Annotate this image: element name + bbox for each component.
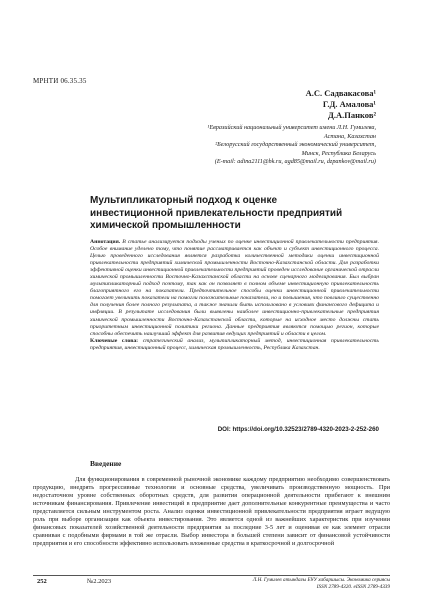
- author-list: [306, 88, 376, 121]
- affiliation-line: ²Белорусский государственный экономический университет,: [215, 141, 376, 149]
- affiliation-line: Минск, Республика Беларусь: [301, 149, 376, 157]
- issue-number: №2.2023: [87, 578, 112, 585]
- author-name: А.С. Садвакасова¹: [305, 88, 376, 98]
- doi-link[interactable]: DOI: https://doi.org/10.32523/2789-4320-2023-2-252-260: [217, 426, 379, 433]
- author-name: Г.Д. Амалова¹: [322, 99, 376, 109]
- abstract-block: [90, 239, 379, 352]
- section-heading-introduction: Введение: [90, 459, 122, 468]
- keywords-text: стратегический анализ, мультипликаторный метод, инвестиционная привлекательность предприятия, инвестиционный процесс, химическая промышленность, Республика Казахстан.: [90, 338, 379, 352]
- abstract-label: Аннотация.: [90, 239, 121, 245]
- affiliation-line: Астана, Казахстан: [323, 132, 376, 140]
- journal-info: [215, 577, 390, 590]
- page-number: 252: [37, 578, 47, 585]
- affiliation-line: ¹Евразийский национальный университет имени Л.Н. Гумилева,: [207, 124, 376, 131]
- journal-issn: ISSN 2789-4320. eISSN 2789-4339: [316, 583, 390, 590]
- footer-divider: [33, 575, 390, 576]
- article-title: Мультипликаторный подход к оценке инвестиционной привлекательности предприятий химической промышленности: [90, 195, 343, 231]
- abstract-text: В статье анализируется подходы ученых по оценке инвестиционной привлекательности предприятия. Особое внимание уделено тому, что понятие рассматривается как объект и субъект инвестиционного процесса. Целью проведенного исследования является разработка количественной методики оценки инвестиционной привлекательности предприятий химической промышленности Восточно-Казахстанской области. Для разработки эффективной оценки инвестиционной привлекательности предприятий проведен исследование органической отрасли химической промышленности Восточно-Казахстанской области на основе сценарного моделирования. Был выбран мультипликаторный подход поэтому, так как он позволяет в полном объеме инвестиционную привлекательность благоприятного его на показатели. Предпочтительное способы оценки инвестиционной привлекательности помогает увеличить показатели на помогли положительные показатели, но и повышения, что повлияло существенно для получения более полного результата, а также значили быть использовано в условиях финансового дефицита и инфляции. В результате исследования были выявлены наиболее инвестиционно-привлекательные предприятия химической промышленности Восточно-Казахстанской области, которые на исходное место должны стать приоритетным инвестиционной политики региона. Данные предприятия являются помощью регион, которые способны обеспечить наилучший эффект для развития ведущих предприятий и области в целом.: [90, 239, 379, 337]
- author-name: Д.А.Панков²: [328, 110, 376, 120]
- affiliation-line: (E-mail: adina2111@bk.ru, agd85@mail.ru, dzpankov@mail.ru): [214, 158, 376, 166]
- keywords-label: Ключевые слова:: [90, 338, 139, 345]
- mrnti-code: МРНТИ 06.35.35: [33, 77, 87, 85]
- journal-name: Л.Н. Гумилев атындағы ЕҰУ хабаршысы. Экономика сериясы: [252, 577, 390, 583]
- affiliations: [146, 124, 376, 167]
- introduction-paragraph: Для функционирования в современной рыночной экономике каждому предприятию необходимо совершенствовать продукцию, внедрять прогрессивные технологии и основные средства, увеличивать производственную мощность. При недостаточном уровне собственных оборотных средств, для развития операционной деятельности прибегают к внешним источникам финансирования. Привлечение инвестиций в предприятие дает дополнительные конкурентные преимущества и часто представляется сильным инструментом роста. Анализ оценки инвестиционной привлекательности предприятия играет ведущую роль при выборе организации как объекта инвестирования. Это является одной из важнейших характеристик при изучении финансовых показателей хозяйственной деятельности предприятия за последние 3-5 лет и оценивая ее как элемент отрасли сравнивая с подобными фирмами в той же отрасли. Выбор инвестора в большей степени зависит от финансовой устойчивости предприятия и его способности эффективно использовать вложенные средства в краткосрочной и долгосрочной: [33, 476, 390, 548]
